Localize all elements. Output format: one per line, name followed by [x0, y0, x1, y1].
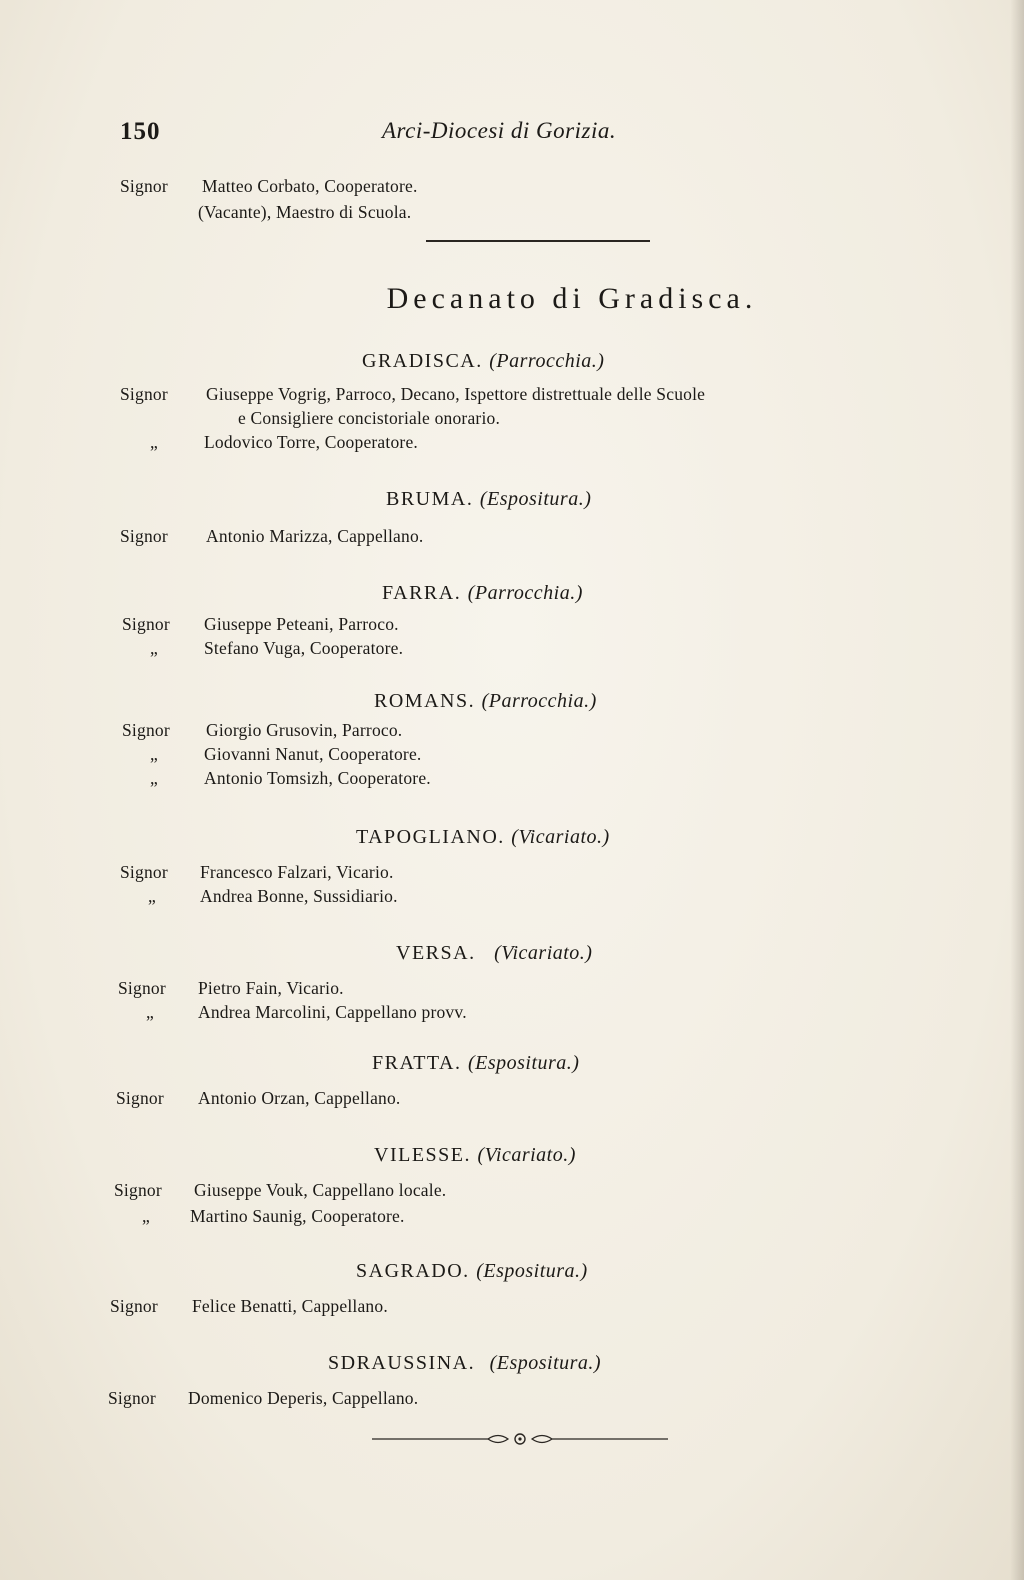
running-title: Arci-Diocesi di Gorizia.: [382, 118, 617, 143]
parish-heading: [386, 488, 591, 511]
clergy-text: Antonio Orzan, Cappellano.: [198, 1088, 401, 1108]
parish-kind: (Espositura.): [467, 1052, 580, 1074]
page-header: [120, 118, 720, 148]
clergy-text: Martino Saunig, Cooperatore.: [190, 1206, 405, 1226]
parish-name: SDRAUSSINA.: [328, 1352, 476, 1374]
clergy-text: Giuseppe Vogrig, Parroco, Decano, Ispettore distrettuale delle Scuole: [206, 384, 706, 404]
parish-name: FARRA.: [382, 582, 462, 604]
clergy-text: Lodovico Torre, Cooperatore.: [204, 432, 418, 452]
clergy-text: e Consigliere concistoriale onorario.: [238, 408, 501, 428]
clergy-text: Andrea Bonne, Sussidiario.: [200, 886, 398, 906]
honorific: Signor: [116, 1088, 164, 1108]
parish-kind: (Espositura.): [476, 1260, 588, 1282]
clergy-text: Felice Benatti, Cappellano.: [192, 1296, 388, 1316]
ditto-mark: „: [146, 1002, 154, 1022]
section-divider: [426, 240, 650, 242]
parish-kind: (Parrocchia.): [467, 582, 583, 604]
honorific: Signor: [120, 176, 168, 196]
clergy-text: Domenico Deperis, Cappellano.: [188, 1388, 419, 1408]
honorific: Signor: [120, 526, 168, 546]
clergy-text: Stefano Vuga, Cooperatore.: [204, 638, 404, 658]
parish-kind: (Parrocchia.): [489, 350, 605, 372]
ditto-mark: „: [150, 768, 158, 788]
parish-kind: (Espositura.): [489, 1352, 602, 1374]
clergy-text: Pietro Fain, Vicario.: [198, 978, 344, 998]
honorific: Signor: [120, 862, 168, 882]
parish-heading: [374, 1144, 576, 1167]
parish-kind: (Vicariato.): [477, 1144, 576, 1166]
parish-kind: (Vicariato.): [494, 942, 593, 964]
clergy-text: Antonio Marizza, Cappellano.: [206, 526, 424, 546]
honorific: Signor: [110, 1296, 158, 1316]
parish-kind: (Parrocchia.): [481, 690, 597, 712]
ditto-mark: „: [148, 886, 156, 906]
parish-kind: (Vicariato.): [511, 826, 610, 848]
ditto-mark: „: [142, 1206, 150, 1226]
parish-name: VERSA.: [396, 942, 476, 964]
ornament-divider: [370, 1428, 670, 1450]
clergy-text: Giovanni Nanut, Cooperatore.: [204, 744, 422, 764]
honorific: Signor: [114, 1180, 162, 1200]
ditto-mark: „: [150, 744, 158, 764]
parish-heading: [374, 690, 597, 713]
parish-heading: [362, 350, 604, 373]
parish-name: BRUMA.: [386, 488, 474, 510]
page-number: 150: [120, 118, 161, 145]
parish-name: SAGRADO.: [356, 1260, 470, 1282]
honorific: Signor: [118, 978, 166, 998]
parish-heading: [356, 1260, 588, 1283]
clergy-text: Antonio Tomsizh, Cooperatore.: [204, 768, 431, 788]
honorific: Signor: [122, 614, 170, 634]
parish-name: GRADISCA.: [362, 350, 483, 372]
clergy-text: Giuseppe Peteani, Parroco.: [204, 614, 399, 634]
parish-heading: [396, 942, 592, 965]
clergy-text: Francesco Falzari, Vicario.: [200, 862, 394, 882]
entry-text: Matteo Corbato, Cooperatore.: [202, 176, 418, 196]
clergy-text: Andrea Marcolini, Cappellano provv.: [198, 1002, 467, 1022]
parish-heading: [356, 826, 610, 849]
honorific: Signor: [122, 720, 170, 740]
parish-name: VILESSE.: [374, 1144, 471, 1166]
ditto-mark: „: [150, 432, 158, 452]
page-edge-shadow: [1010, 0, 1024, 1580]
parish-kind: (Espositura.): [479, 488, 592, 510]
ditto-mark: „: [150, 638, 158, 658]
clergy-text: Giuseppe Vouk, Cappellano locale.: [194, 1180, 447, 1200]
parish-heading: [372, 1052, 579, 1075]
parish-heading: [328, 1352, 601, 1375]
parish-heading: [382, 582, 583, 605]
parish-name: FRATTA.: [372, 1052, 462, 1074]
parish-name: ROMANS.: [374, 690, 476, 712]
parish-name: TAPOGLIANO.: [356, 826, 505, 848]
honorific: Signor: [120, 384, 168, 404]
honorific: Signor: [108, 1388, 156, 1408]
deanery-title-text: Decanato di Gradisca.: [386, 282, 758, 315]
clergy-text: Giorgio Grusovin, Parroco.: [206, 720, 403, 740]
entry-text: (Vacante), Maestro di Scuola.: [198, 202, 412, 222]
deanery-title: [0, 282, 1024, 316]
